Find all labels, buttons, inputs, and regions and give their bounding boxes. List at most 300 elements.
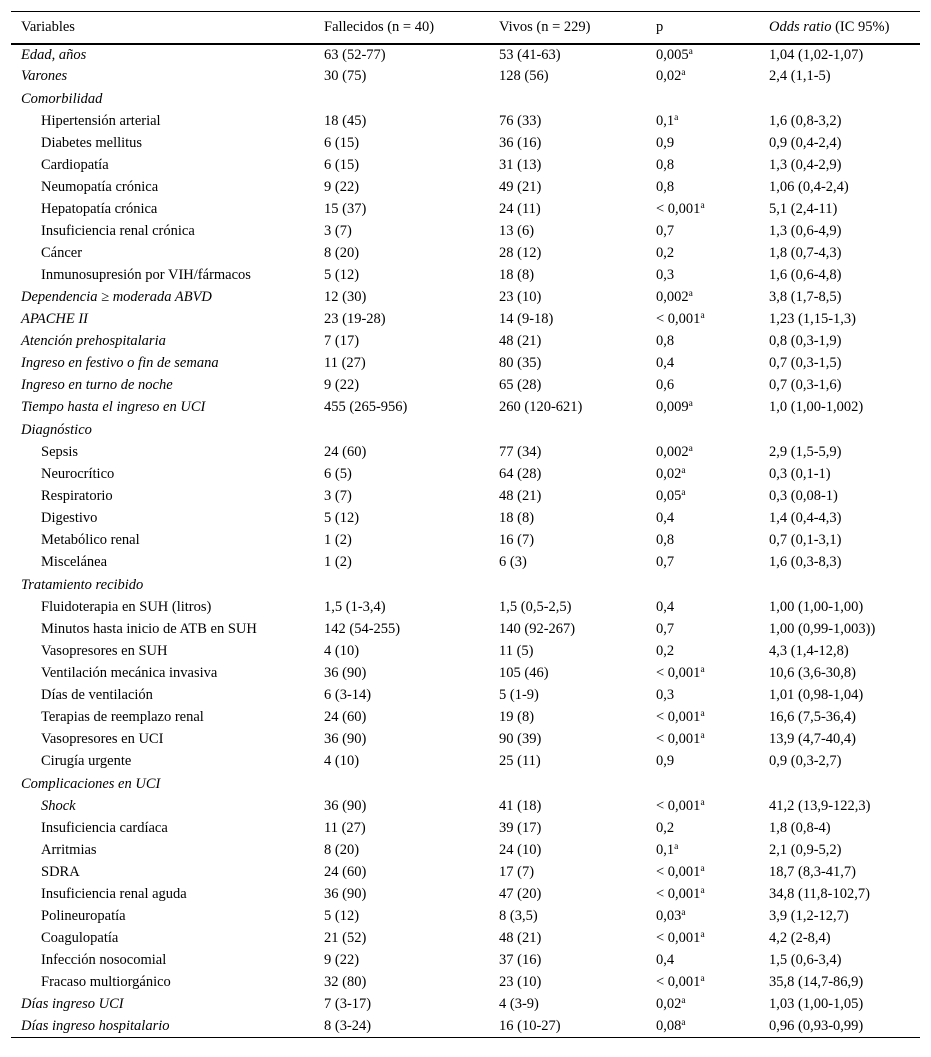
cell-p (646, 486, 759, 508)
cell-vivos: 31 (13) (499, 157, 542, 173)
footnote-marker: a (700, 886, 705, 896)
p-value: < 0,001 (656, 201, 701, 217)
header-fallecidos: Fallecidos (n = 40) (314, 12, 489, 44)
p-value: 0,7 (656, 621, 675, 637)
footnote-marker: a (700, 201, 705, 211)
cell-p (646, 331, 759, 353)
p-value: 0,02 (656, 996, 682, 1012)
cell-odds-ratio: 16,6 (7,5-36,4) (769, 709, 856, 725)
cell-odds-ratio: 1,6 (0,8-3,2) (769, 113, 842, 129)
cell-p (646, 707, 759, 729)
cell-fallecidos: 142 (54-255) (324, 621, 401, 637)
cell-p (646, 574, 759, 597)
row-label: Inmunosupresión por VIH/fármacos (41, 267, 251, 283)
header-p: p (646, 12, 759, 44)
cell-vivos: 17 (7) (499, 864, 535, 880)
cell-fallecidos: 3 (7) (324, 488, 352, 504)
cell-vivos (489, 773, 646, 796)
p-value: 0,8 (656, 157, 675, 173)
cell-odds-ratio: 0,3 (0,1-1) (769, 466, 831, 482)
p-value: 0,3 (656, 267, 675, 283)
cell-fallecidos: 9 (22) (324, 377, 360, 393)
cell-odds-ratio (759, 773, 920, 796)
p-value: 0,009 (656, 399, 689, 415)
table-row (11, 397, 920, 419)
cell-fallecidos: 15 (37) (324, 201, 367, 217)
cell-p (646, 928, 759, 950)
table-row (11, 464, 920, 486)
cell-odds-ratio: 1,01 (0,98-1,04) (769, 687, 864, 703)
p-value: < 0,001 (656, 864, 701, 880)
cell-fallecidos: 4 (10) (324, 643, 360, 659)
p-value: < 0,001 (656, 886, 701, 902)
cell-p (646, 464, 759, 486)
cell-odds-ratio: 0,9 (0,4-2,4) (769, 135, 842, 151)
p-value: 0,8 (656, 179, 675, 195)
table-row (11, 685, 920, 707)
row-label: Digestivo (41, 510, 98, 526)
cell-fallecidos: 11 (27) (324, 820, 366, 836)
cell-fallecidos: 24 (60) (324, 709, 367, 725)
row-label: Neumopatía crónica (41, 179, 159, 195)
cell-p (646, 155, 759, 177)
p-value: 0,6 (656, 377, 675, 393)
table-row (11, 751, 920, 773)
cell-odds-ratio: 4,2 (2-8,4) (769, 930, 831, 946)
row-label: Tiempo hasta el ingreso en UCI (21, 399, 206, 415)
cell-odds-ratio: 34,8 (11,8-102,7) (769, 886, 870, 902)
row-label: Fracaso multiorgánico (41, 974, 171, 990)
cell-fallecidos: 8 (20) (324, 842, 360, 858)
cell-p (646, 442, 759, 464)
footnote-marker: a (700, 974, 705, 984)
table-row (11, 729, 920, 751)
cell-vivos: 16 (7) (499, 532, 535, 548)
table-group-row (11, 88, 920, 111)
cell-fallecidos: 6 (15) (324, 157, 360, 173)
row-label: Comorbilidad (21, 90, 103, 107)
p-value: 0,005 (656, 46, 689, 63)
cell-odds-ratio: 1,00 (0,99-1,003)) (769, 621, 876, 637)
row-label: Diagnóstico (21, 421, 92, 438)
cell-odds-ratio: 5,1 (2,4-11) (769, 201, 838, 217)
cell-fallecidos: 24 (60) (324, 864, 367, 880)
p-value: < 0,001 (656, 311, 701, 327)
cell-p (646, 353, 759, 375)
row-label: Días ingreso hospitalario (11, 1016, 314, 1038)
row-label: Coagulopatía (41, 930, 119, 946)
p-value: 0,2 (656, 820, 675, 836)
p-value: 0,02 (656, 466, 682, 482)
table-group-row (11, 773, 920, 796)
table-row (11, 707, 920, 729)
cell-fallecidos: 36 (90) (324, 731, 367, 747)
cell-p (646, 111, 759, 133)
row-label: Insuficiencia renal aguda (41, 886, 187, 902)
cell-vivos: 23 (10) (499, 974, 542, 990)
footnote-marker: a (700, 665, 705, 675)
row-label: Edad, años (21, 46, 87, 63)
row-label: Complicaciones en UCI (21, 775, 161, 792)
row-label: Ingreso en turno de noche (21, 377, 173, 393)
cell-p (646, 552, 759, 574)
table-row (11, 66, 920, 88)
cell-fallecidos: 36 (90) (324, 886, 367, 902)
row-label: Polineuropatía (41, 908, 126, 924)
cell-fallecidos: 12 (30) (324, 289, 367, 305)
cell-odds-ratio: 13,9 (4,7-40,4) (769, 731, 856, 747)
p-value: < 0,001 (656, 665, 701, 681)
cell-fallecidos: 7 (17) (324, 333, 360, 349)
cell-p (646, 530, 759, 552)
cell-fallecidos: 5 (12) (324, 267, 360, 283)
cell-p (646, 796, 759, 818)
table-row (11, 265, 920, 287)
cell-vivos: 19 (8) (499, 709, 535, 725)
table-row (11, 796, 920, 818)
row-label: Diabetes mellitus (41, 135, 143, 151)
cell-fallecidos: 36 (90) (324, 798, 367, 814)
cell-fallecidos: 5 (12) (324, 510, 360, 526)
cell-p (646, 906, 759, 928)
cell-vivos: 16 (10-27) (489, 1016, 646, 1038)
table-row (11, 862, 920, 884)
cell-odds-ratio: 0,3 (0,08-1) (769, 488, 838, 504)
cell-p (646, 597, 759, 619)
cell-vivos: 41 (18) (499, 798, 542, 814)
cell-odds-ratio: 1,6 (0,3-8,3) (769, 554, 842, 570)
row-label: Días de ventilación (41, 687, 153, 703)
table-row (11, 840, 920, 862)
table-row (11, 221, 920, 243)
cell-vivos: 128 (56) (499, 68, 549, 84)
cell-p (646, 1016, 759, 1038)
table-row (11, 287, 920, 309)
p-value: 0,3 (656, 687, 675, 703)
cell-vivos: 4 (3-9) (499, 996, 539, 1012)
cell-vivos: 48 (21) (499, 930, 542, 946)
p-value: < 0,001 (656, 798, 701, 814)
cell-fallecidos: 32 (80) (324, 974, 367, 990)
cell-odds-ratio: 1,06 (0,4-2,4) (769, 179, 849, 195)
p-value: 0,7 (656, 554, 675, 570)
table-row (11, 818, 920, 840)
cell-odds-ratio (759, 574, 920, 597)
cell-fallecidos: 5 (12) (324, 908, 360, 924)
p-value: < 0,001 (656, 709, 701, 725)
p-value: < 0,001 (656, 930, 701, 946)
cell-p (646, 133, 759, 155)
table-row (11, 1016, 920, 1038)
table-row (11, 133, 920, 155)
cell-p (646, 840, 759, 862)
cell-vivos: 105 (46) (499, 665, 549, 681)
p-value: < 0,001 (656, 731, 701, 747)
cell-vivos: 90 (39) (499, 731, 542, 747)
table-header-row (11, 12, 920, 44)
table-row (11, 331, 920, 353)
footnote-marker: a (688, 444, 693, 454)
p-value: 0,002 (656, 444, 689, 460)
cell-odds-ratio (759, 419, 920, 442)
p-value: 0,9 (656, 753, 675, 769)
cell-fallecidos: 1 (2) (324, 532, 352, 548)
cell-vivos: 65 (28) (499, 377, 542, 393)
cell-fallecidos (314, 419, 489, 442)
cell-p (646, 66, 759, 88)
table-row (11, 177, 920, 199)
cell-odds-ratio: 1,3 (0,4-2,9) (769, 157, 842, 173)
cell-p (646, 199, 759, 221)
row-label: Días ingreso UCI (21, 996, 124, 1012)
row-label: Dependencia ≥ moderada ABVD (21, 289, 212, 305)
cell-vivos: 48 (21) (499, 488, 542, 504)
p-value: 0,05 (656, 488, 682, 504)
cell-vivos: 18 (8) (499, 267, 535, 283)
cell-vivos: 53 (41-63) (499, 46, 561, 63)
footnote-marker: a (700, 311, 705, 321)
cell-vivos (489, 419, 646, 442)
results-table (11, 11, 920, 1038)
table-group-row (11, 419, 920, 442)
row-label: Neurocrítico (41, 466, 115, 482)
row-label: Hipertensión arterial (41, 113, 161, 129)
cell-p (646, 950, 759, 972)
cell-odds-ratio: 3,9 (1,2-12,7) (769, 908, 849, 924)
cell-odds-ratio: 1,3 (0,6-4,9) (769, 223, 842, 239)
cell-p (646, 419, 759, 442)
cell-vivos: 48 (21) (499, 333, 542, 349)
cell-p (646, 641, 759, 663)
table-row (11, 950, 920, 972)
header-variables: Variables (11, 12, 314, 44)
p-value: 0,1 (656, 113, 675, 129)
footnote-marker: a (688, 399, 693, 409)
cell-fallecidos: 24 (60) (324, 444, 367, 460)
row-label: Shock (41, 798, 76, 814)
p-value: 0,9 (656, 135, 675, 151)
cell-fallecidos: 6 (5) (324, 466, 352, 482)
row-label: Tratamiento recibido (21, 576, 144, 593)
cell-fallecidos: 8 (3-24) (314, 1016, 489, 1038)
cell-fallecidos: 7 (3-17) (324, 996, 372, 1012)
row-label: SDRA (41, 864, 80, 880)
cell-vivos: 6 (3) (499, 554, 527, 570)
cell-odds-ratio: 0,9 (0,3-2,7) (769, 753, 842, 769)
p-value: 0,7 (656, 223, 675, 239)
results-table-container (11, 11, 920, 1038)
table-row (11, 442, 920, 464)
cell-vivos: 39 (17) (499, 820, 542, 836)
p-value: 0,03 (656, 908, 682, 924)
cell-fallecidos: 4 (10) (324, 753, 360, 769)
cell-p (646, 265, 759, 287)
cell-p (646, 663, 759, 685)
row-label: Vasopresores en SUH (41, 643, 168, 659)
cell-p (646, 972, 759, 994)
table-row (11, 972, 920, 994)
cell-odds-ratio: 0,7 (0,1-3,1) (769, 532, 842, 548)
cell-fallecidos: 21 (52) (324, 930, 367, 946)
footnote-marker: a (681, 1017, 686, 1028)
cell-p (646, 397, 759, 419)
p-value: 0,4 (656, 355, 675, 371)
row-label: Hepatopatía crónica (41, 201, 158, 217)
cell-p (646, 818, 759, 840)
cell-vivos (489, 88, 646, 111)
table-row (11, 486, 920, 508)
cell-p (646, 177, 759, 199)
cell-odds-ratio: 10,6 (3,6-30,8) (769, 665, 856, 681)
row-label: Arritmias (41, 842, 97, 858)
cell-p (646, 619, 759, 641)
table-row (11, 619, 920, 641)
cell-p (646, 287, 759, 309)
cell-p (646, 44, 759, 66)
row-label: Cáncer (41, 245, 83, 261)
p-value: 0,8 (656, 532, 675, 548)
table-row (11, 928, 920, 950)
row-label: Ingreso en festivo o fin de semana (21, 355, 219, 371)
row-label: Minutos hasta inicio de ATB en SUH (41, 621, 257, 637)
row-label: Insuficiencia cardíaca (41, 820, 168, 836)
cell-vivos: 47 (20) (499, 886, 542, 902)
cell-vivos: 77 (34) (499, 444, 542, 460)
p-value: 0,2 (656, 643, 675, 659)
cell-vivos: 1,5 (0,5-2,5) (499, 599, 572, 615)
cell-fallecidos: 18 (45) (324, 113, 367, 129)
footnote-marker: a (700, 930, 705, 940)
row-label: Cardiopatía (41, 157, 109, 173)
cell-p (646, 309, 759, 331)
table-row (11, 375, 920, 397)
cell-odds-ratio: 35,8 (14,7-86,9) (769, 974, 864, 990)
footnote-marker: a (681, 68, 686, 78)
cell-p (646, 884, 759, 906)
footnote-marker: a (674, 113, 679, 123)
table-group-row (11, 574, 920, 597)
cell-p (646, 729, 759, 751)
cell-p (646, 88, 759, 111)
row-label: Atención prehospitalaria (21, 333, 166, 349)
row-label: Ventilación mecánica invasiva (41, 665, 218, 681)
cell-odds-ratio: 2,1 (0,9-5,2) (769, 842, 842, 858)
cell-fallecidos: 36 (90) (324, 665, 367, 681)
cell-fallecidos: 9 (22) (324, 179, 360, 195)
cell-fallecidos: 11 (27) (324, 355, 366, 371)
footnote-marker: a (681, 466, 686, 476)
cell-odds-ratio: 1,4 (0,4-4,3) (769, 510, 842, 526)
p-value: 0,8 (656, 333, 675, 349)
cell-p (646, 862, 759, 884)
cell-p (646, 508, 759, 530)
cell-odds-ratio (759, 88, 920, 111)
cell-vivos: 5 (1-9) (499, 687, 539, 703)
header-odds-ratio-label: Odds ratio (769, 18, 832, 35)
cell-vivos: 18 (8) (499, 510, 535, 526)
footnote-marker: a (688, 289, 693, 299)
row-label: Sepsis (41, 444, 79, 460)
row-label: Vasopresores en UCI (41, 731, 164, 747)
row-label: Varones (21, 68, 68, 84)
row-label: Miscelánea (41, 554, 108, 570)
table-row (11, 530, 920, 552)
cell-vivos: 80 (35) (499, 355, 542, 371)
table-row (11, 663, 920, 685)
p-value: 0,4 (656, 599, 675, 615)
table-row (11, 111, 920, 133)
cell-vivos: 260 (120-621) (499, 399, 583, 415)
cell-fallecidos: 6 (15) (324, 135, 360, 151)
cell-fallecidos: 8 (20) (324, 245, 360, 261)
cell-odds-ratio: 1,8 (0,8-4) (769, 820, 831, 836)
cell-vivos: 13 (6) (499, 223, 535, 239)
cell-odds-ratio: 0,96 (0,93-0,99) (759, 1016, 920, 1038)
cell-odds-ratio: 2,4 (1,1-5) (769, 68, 831, 84)
table-row (11, 552, 920, 574)
cell-fallecidos: 1,5 (1-3,4) (324, 599, 386, 615)
footnote-marker: a (700, 731, 705, 741)
cell-fallecidos: 1 (2) (324, 554, 352, 570)
cell-vivos: 28 (12) (499, 245, 542, 261)
p-value: < 0,001 (656, 974, 701, 990)
cell-vivos: 36 (16) (499, 135, 542, 151)
row-label: Cirugía urgente (41, 753, 132, 769)
cell-p (646, 375, 759, 397)
cell-vivos: 11 (5) (499, 643, 534, 659)
cell-vivos: 8 (3,5) (499, 908, 538, 924)
cell-odds-ratio: 0,8 (0,3-1,9) (769, 333, 842, 349)
cell-odds-ratio: 1,23 (1,15-1,3) (769, 311, 856, 327)
table-row (11, 994, 920, 1016)
cell-fallecidos: 30 (75) (324, 68, 367, 84)
cell-p (646, 243, 759, 265)
header-ci-label: (IC 95%) (835, 18, 890, 35)
p-value: 0,08 (656, 1017, 682, 1034)
cell-vivos: 14 (9-18) (499, 311, 554, 327)
cell-vivos (489, 574, 646, 597)
p-value: 0,4 (656, 952, 675, 968)
cell-odds-ratio: 1,6 (0,6-4,8) (769, 267, 842, 283)
cell-fallecidos: 63 (52-77) (324, 46, 386, 63)
table-row (11, 906, 920, 928)
cell-odds-ratio: 1,8 (0,7-4,3) (769, 245, 842, 261)
cell-odds-ratio: 1,5 (0,6-3,4) (769, 952, 842, 968)
cell-p (646, 773, 759, 796)
cell-p (646, 751, 759, 773)
footnote-marker: a (700, 709, 705, 719)
cell-vivos: 24 (11) (499, 201, 541, 217)
header-vivos: Vivos (n = 229) (489, 12, 646, 44)
table-row (11, 508, 920, 530)
cell-odds-ratio: 1,0 (1,00-1,002) (769, 399, 864, 415)
table-row (11, 155, 920, 177)
p-value: 0,1 (656, 842, 675, 858)
cell-odds-ratio: 0,7 (0,3-1,5) (769, 355, 842, 371)
cell-fallecidos (314, 574, 489, 597)
cell-fallecidos: 6 (3-14) (324, 687, 372, 703)
footnote-marker: a (681, 996, 686, 1006)
table-row (11, 199, 920, 221)
p-value: 0,002 (656, 289, 689, 305)
cell-fallecidos: 455 (265-956) (324, 399, 408, 415)
footnote-marker: a (681, 908, 686, 918)
cell-p (646, 221, 759, 243)
table-row (11, 884, 920, 906)
table-row (11, 641, 920, 663)
table-row (11, 243, 920, 265)
header-odds-ratio (759, 12, 920, 44)
